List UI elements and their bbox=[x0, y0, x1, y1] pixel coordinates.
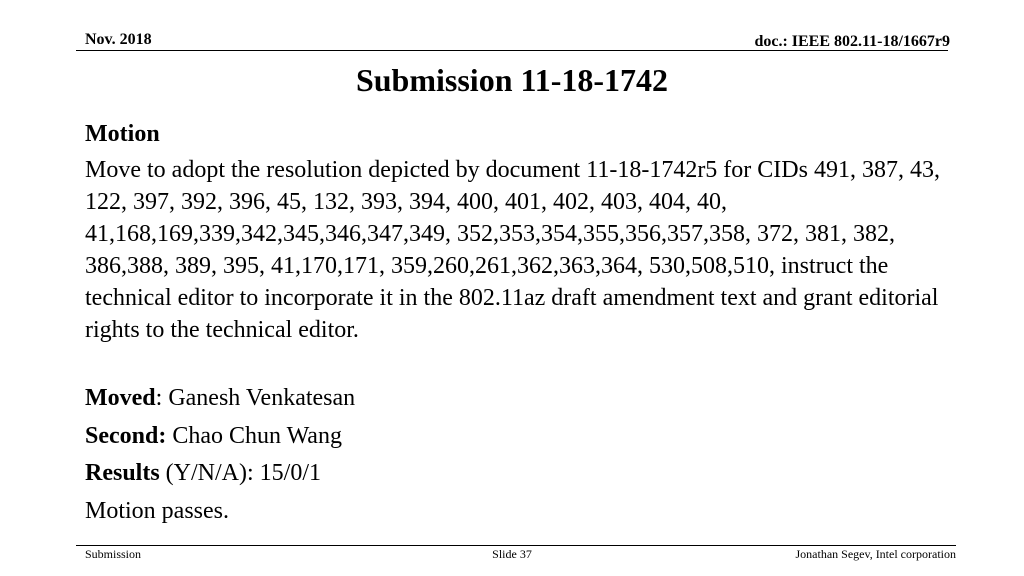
motion-outcome: Motion passes. bbox=[85, 497, 229, 524]
slide-title: Submission 11-18-1742 bbox=[355, 62, 669, 98]
vote-block bbox=[85, 382, 945, 527]
header-date: Nov. 2018 bbox=[85, 31, 152, 48]
footer-slide-number: Slide 37 bbox=[492, 547, 532, 561]
results-label: Results bbox=[85, 460, 160, 486]
footer-author: Jonathan Segev, Intel corporation bbox=[795, 547, 956, 561]
results-line bbox=[85, 457, 945, 489]
moved-value: : Ganesh Venkatesan bbox=[155, 385, 356, 411]
second-label: Second: bbox=[85, 422, 167, 449]
second-value: Chao Chun Wang bbox=[166, 422, 342, 449]
second-line bbox=[85, 420, 945, 452]
moved-label: Moved bbox=[85, 385, 156, 411]
header-divider bbox=[76, 50, 948, 51]
motion-text: Move to adopt the resolution depicted by document 11-18-1742r5 for CIDs 491, 387, 43, 122, 397, 392, 396, 45, 132, 393, 394, 400, 401, 402, 403, 404, 40, 41,168,169,339,342,345,346,347,349, 352,353,354,355,356,357,358, 372, 381, 382, 386,388, 389, 395, 41,170,171, 359,260,261,362,363,364, 530,508,510, instruct the technical editor to incorporate it in the 802.11az draft amendment text and grant editorial rights to the technical editor. bbox=[85, 157, 940, 343]
footer-left: Submission bbox=[85, 547, 142, 561]
results-value: (Y/N/A): 15/0/1 bbox=[159, 460, 321, 486]
moved-line bbox=[85, 382, 945, 414]
motion-heading: Motion bbox=[85, 121, 160, 147]
slide-body bbox=[85, 118, 945, 532]
header-doc-id: doc.: IEEE 802.11-18/1667r9 bbox=[754, 33, 950, 50]
footer-divider bbox=[76, 545, 956, 546]
